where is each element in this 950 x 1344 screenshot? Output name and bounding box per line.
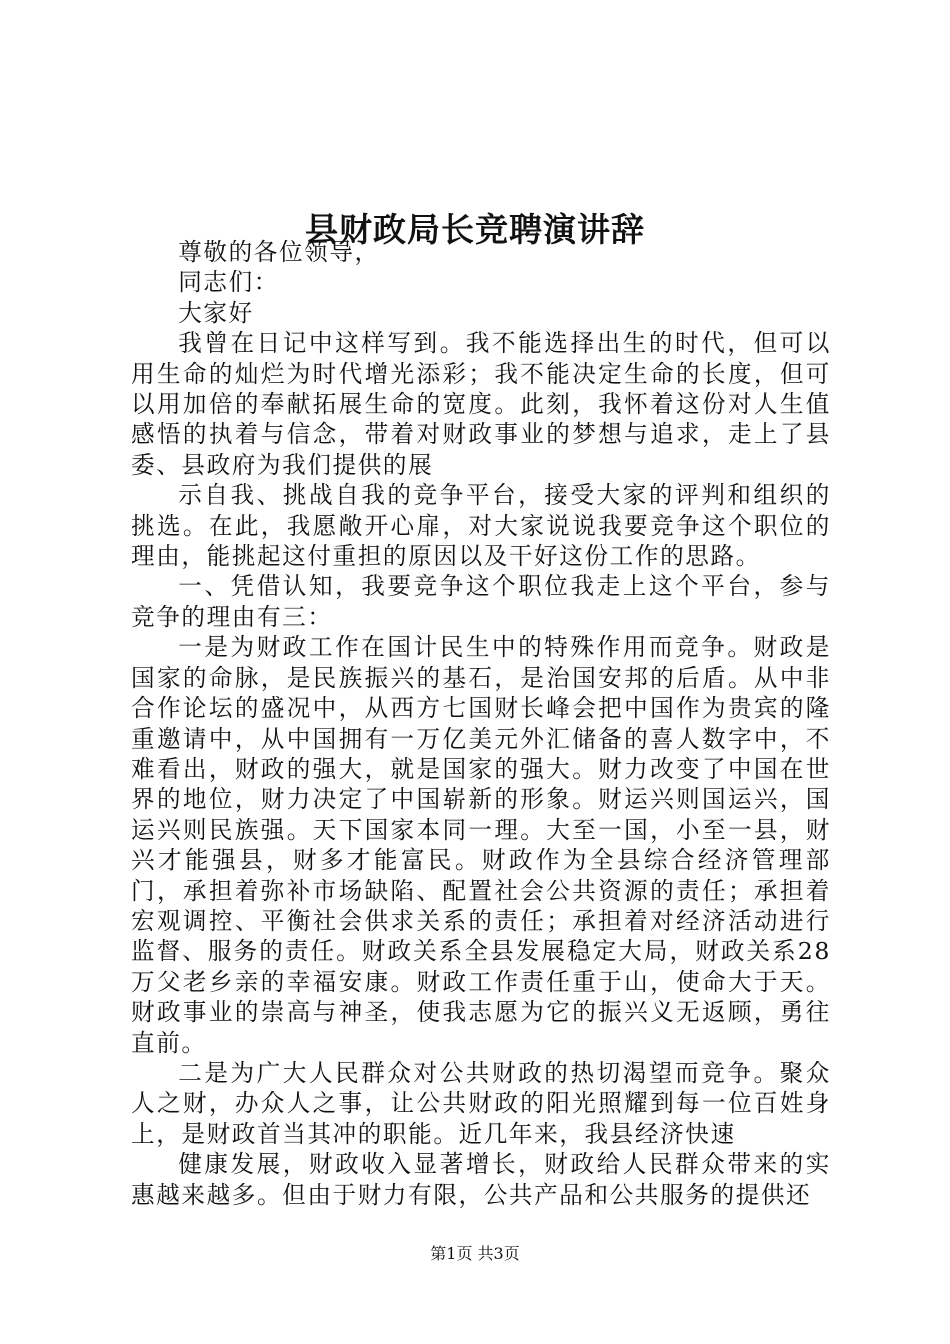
paragraph-development: 健康发展，财政收入显著增长，财政给人民群众带来的实惠越来越多。但由于财力有限，公共产品和公共服务的提供还 <box>131 1150 831 1209</box>
paragraph-reason-one: 一是为财政工作在国计民生中的特殊作用而竞争。财政是国家的命脉，是民族振兴的基石，是治国安邦的后盾。从中非合作论坛的盛况中，从西方七国财长峰会把中国作为贵宾的隆重邀请中，从中国拥有一万亿美元外汇储备的喜人数字中，不难看出，财政的强大，就是国家的强大。财力改变了中国在世界的地位，财力决定了中国崭新的形象。财运兴则国运兴，国运兴则民族强。天下国家本同一理。大至一国，小至一县，财兴才能强县，财多才能富民。财政作为全县综合经济管理部门，承担着弥补市场缺陷、配置社会公共资源的责任；承担着宏观调控、平衡社会供求关系的责任；承担着对经济活动进行监督、服务的责任。财政关系全县发展稳定大局，财政关系28万父老乡亲的幸福安康。财政工作责任重于山，使命大于天。财政事业的崇高与神圣，使我志愿为它的振兴义无返顾，勇往直前。 <box>131 633 831 1057</box>
document-title: 县财政局长竞聘演讲辞 <box>305 210 645 250</box>
paragraph-diary: 我曾在日记中这样写到。我不能选择出生的时代，但可以用生命的灿烂为时代增光添彩；我不能决定生命的长度，但可以用加倍的奉献拓展生命的宽度。此刻，我怀着这份对人生值感悟的执着与信念，带着对财政事业的梦想与追求，走上了县委、县政府为我们提供的展 <box>131 329 831 479</box>
salutation-comrades: 同志们： <box>178 268 279 297</box>
paragraph-reason-two: 二是为广大人民群众对公共财政的热切渴望而竞争。聚众人之财，办众人之事，让公共财政的阳光照耀到每一位百姓身上，是财政首当其冲的职能。近几年来，我县经济快速 <box>131 1058 831 1148</box>
salutation-leaders: 尊敬的各位领导， <box>178 238 380 266</box>
page-number-footer: 第1页 共3页 <box>430 1244 520 1263</box>
section-heading-one: 一、凭借认知，我要竞争这个职位我走上这个平台，参与竞争的理由有三： <box>131 572 831 631</box>
paragraph-platform: 示自我、挑战自我的竞争平台，接受大家的评判和组织的挑选。在此，我愿敞开心扉，对大家说说我要竞争这个职位的理由，能挑起这付重担的原因以及干好这份工作的思路。 <box>131 481 831 571</box>
document-body <box>131 237 831 1210</box>
greeting: 大家好 <box>178 298 254 327</box>
